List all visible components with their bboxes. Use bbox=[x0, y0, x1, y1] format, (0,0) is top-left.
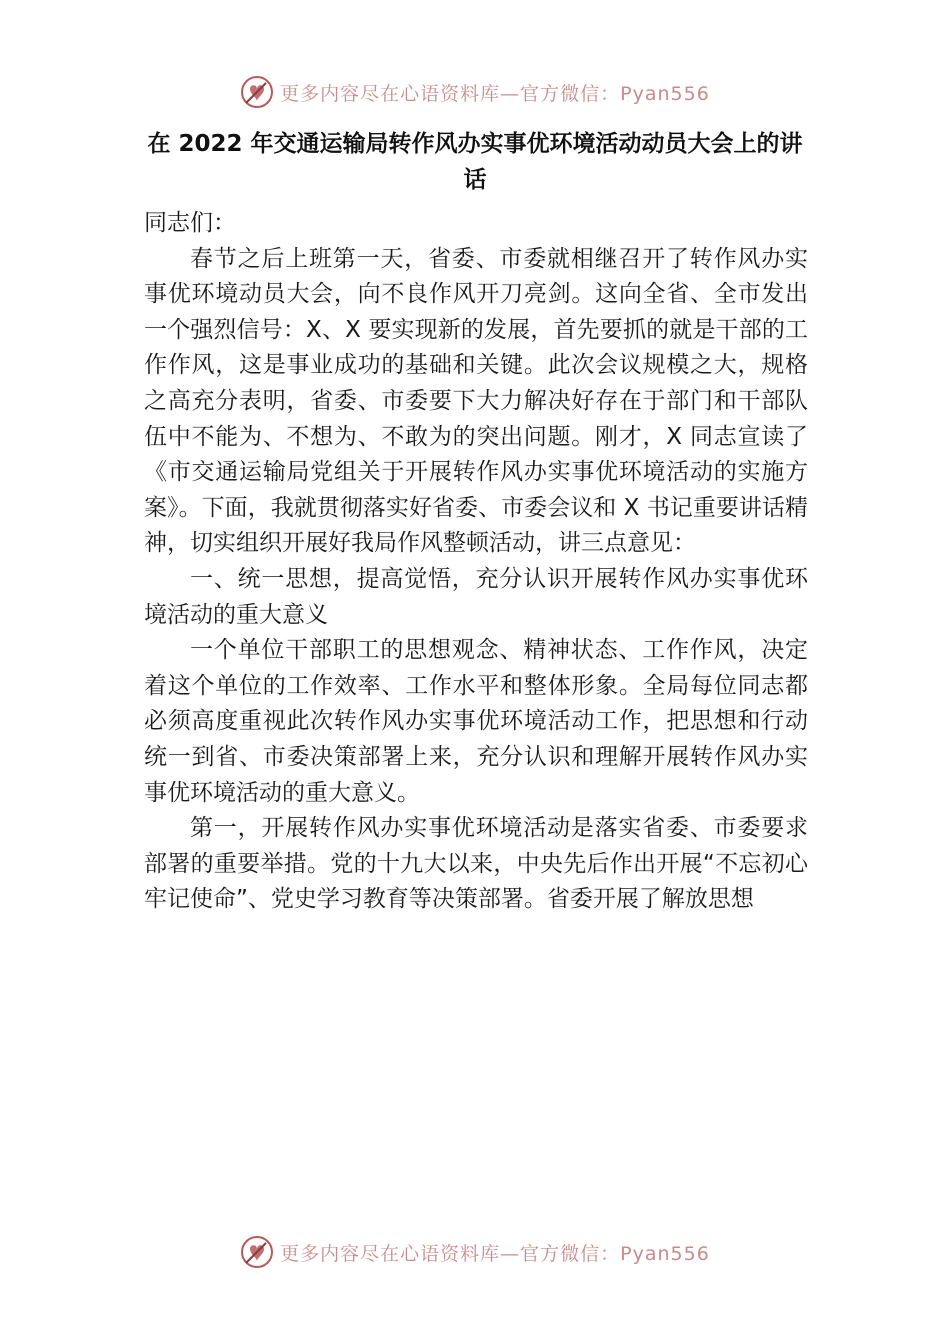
banner-slogan: 更多内容尽在心语资料库—官方微信： bbox=[280, 82, 621, 105]
paragraph: 第一，开展转作风办实事优环境活动是落实省委、市委要求部署的重要举措。党的十九大以来，中央先后作出开展“不忘初心牢记使命”、党史学习教育等决策部署。省委开展了解放思想 bbox=[144, 815, 808, 913]
banner-slogan: 更多内容尽在心语资料库—官方微信： bbox=[280, 1242, 621, 1265]
document-body bbox=[144, 206, 808, 918]
banner-text bbox=[280, 1239, 710, 1266]
heart-quill-logo-icon bbox=[240, 75, 274, 109]
paragraph: 春节之后上班第一天，省委、市委就相继召开了转作风办实事优环境动员大会，向不良作风开刀亮剑。这向全省、全市发出一个强烈信号：X、X 要实现新的发展，首先要抓的就是干部的工作作风，这是事业成功的基础和关键。此次会议规模之大，规格之高充分表明，省委、市委要下大力解决好存在于部门和干部队伍中不能为、不想为、不敢为的突出问题。刚才，X 同志宣读了《市交通运输局党组关于开展转作风办实事优环境活动的实施方案》。下面，我就贯彻落实好省委、市委会议和 X 书记重要讲话精神，切实组织开展好我局作风整顿活动，讲三点意见： bbox=[144, 245, 808, 557]
footer-banner bbox=[0, 1232, 950, 1272]
wechat-id: Pyan556 bbox=[620, 1242, 710, 1265]
heart-quill-logo-icon bbox=[240, 1235, 274, 1269]
section-heading: 一、统一思想，提高觉悟，充分认识开展转作风办实事优环境活动的重大意义 bbox=[144, 565, 808, 628]
salutation: 同志们： bbox=[144, 210, 236, 236]
header-banner bbox=[0, 72, 950, 112]
wechat-id: Pyan556 bbox=[620, 82, 710, 105]
document-title: 在 2022 年交通运输局转作风办实事优环境活动动员大会上的讲话 bbox=[147, 131, 803, 193]
paragraph: 一个单位干部职工的思想观念、精神状态、工作作风，决定着这个单位的工作效率、工作水平和整体形象。全局每位同志都必须高度重视此次转作风办实事优环境活动工作，把思想和行动统一到省、市委决策部署上来，充分认识和理解开展转作风办实事优环境活动的重大意义。 bbox=[144, 637, 808, 806]
banner-text bbox=[280, 79, 710, 106]
